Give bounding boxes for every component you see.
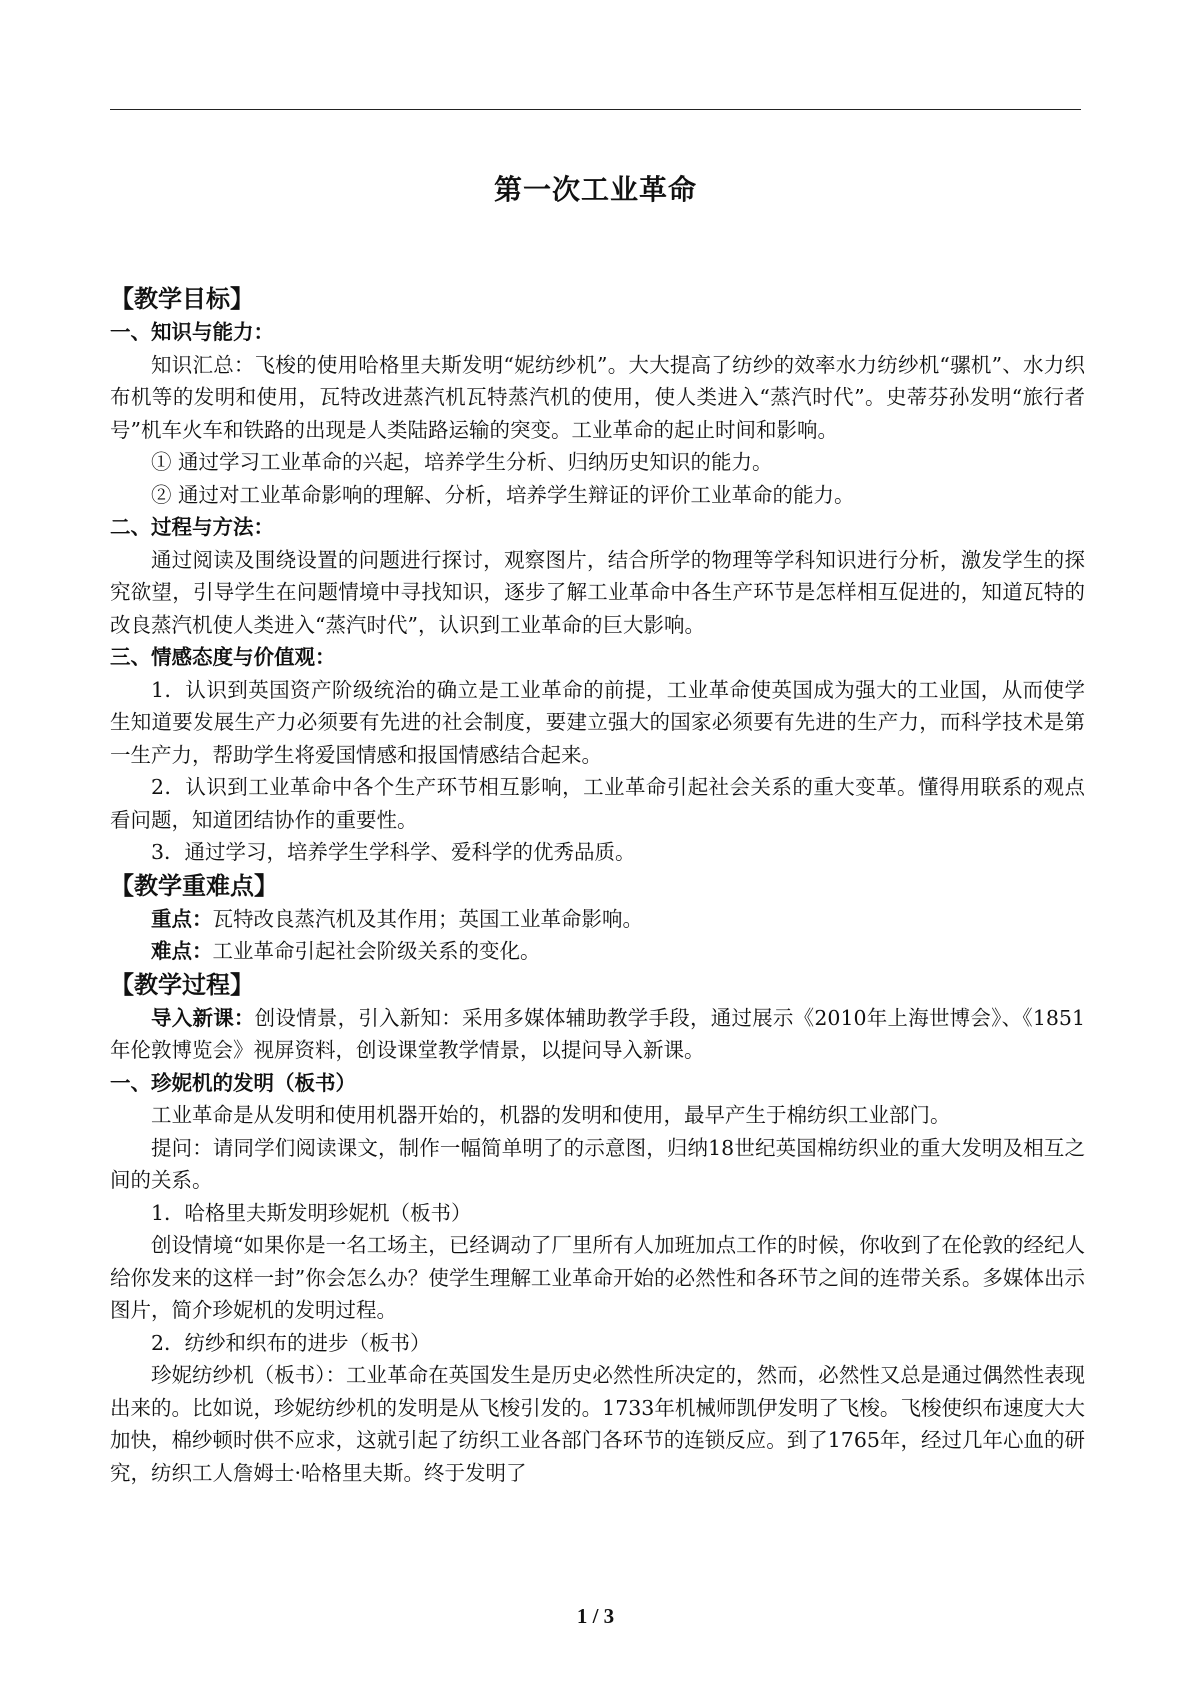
document-body	[110, 282, 1085, 1489]
difficult-text: 工业革命引起社会阶级关系的变化。	[212, 939, 541, 963]
paragraph: 提问：请同学们阅读课文，制作一幅简单明了的示意图，归纳18世纪英国棉纺织业的重大发明及相互之间的关系。	[110, 1135, 1085, 1192]
paragraph: 工业革命是从发明和使用机器开始的，机器的发明和使用，最早产生于棉纺织工业部门。	[151, 1103, 951, 1127]
paragraph-intro	[110, 1002, 1085, 1067]
key-label: 重点：	[151, 906, 213, 931]
paragraph: 1．哈格里夫斯发明珍妮机（板书）	[151, 1200, 472, 1225]
subheading-knowledge: 一、知识与能力：	[110, 320, 274, 344]
difficult-label: 难点：	[151, 939, 213, 963]
paragraph: 知识汇总：飞梭的使用哈格里夫斯发明“妮纺纱机”。大大提高了纺纱的效率水力纺纱机“骡机”、水力织布机等的发明和使用，瓦特改进蒸汽机瓦特蒸汽机的使用，使人类进入“蒸汽时代”。史蒂芬孙发明“旅行者号”机车火车和铁路的出现是人类陆路运输的突变。工业革命的起止时间和影响。	[110, 352, 1085, 442]
paragraph: 2．纺纱和织布的进步（板书）	[151, 1330, 431, 1355]
section-heading-process: 【教学过程】	[110, 970, 254, 999]
paragraph: ② 通过对工业革命影响的理解、分析，培养学生辩证的评价工业革命的能力。	[151, 482, 855, 507]
key-text: 瓦特改良蒸汽机及其作用；英国工业革命影响。	[212, 906, 643, 931]
subheading-values: 三、情感态度与价值观：	[110, 645, 336, 669]
paragraph: 3．通过学习，培养学生学科学、爱科学的优秀品质。	[151, 840, 636, 864]
paragraph-difficult-point	[110, 935, 1085, 968]
subheading-process: 二、过程与方法：	[110, 515, 274, 539]
section-heading-keypoints: 【教学重难点】	[110, 871, 278, 900]
intro-label: 导入新课：	[151, 1005, 255, 1030]
document-title: 第一次工业革命	[493, 173, 697, 206]
header-rule	[110, 109, 1081, 110]
subheading-jenny: 一、珍妮机的发明（板书）	[110, 1070, 356, 1095]
paragraph: ① 通过学习工业革命的兴起，培养学生分析、归纳历史知识的能力。	[151, 450, 773, 474]
paragraph: 1．认识到英国资产阶级统治的确立是工业革命的前提，工业革命使英国成为强大的工业国，从而使学生知道要发展生产力必须要有先进的社会制度，要建立强大的国家必须要有先进的生产力，而科学技术是第一生产力，帮助学生将爱国情感和报国情感结合起来。	[110, 677, 1085, 767]
section-heading-goals: 【教学目标】	[110, 285, 254, 313]
paragraph: 通过阅读及围绕设置的问题进行探讨，观察图片，结合所学的物理等学科知识进行分析，激发学生的探究欲望，引导学生在问题情境中寻找知识，逐步了解工业革命中各生产环节是怎样相互促进的，知道瓦特的改良蒸汽机使人类进入“蒸汽时代”，认识到工业革命的巨大影响。	[110, 547, 1085, 637]
intro-text: 创设情景，引入新知：采用多媒体辅助教学手段，通过展示《2010年上海世博会》、《1851年伦敦博览会》视屏资料，创设课堂教学情景，以提问导入新课。	[110, 1005, 1086, 1062]
paragraph: 2．认识到工业革命中各个生产环节相互影响，工业革命引起社会关系的重大变革。懂得用联系的观点看问题，知道团结协作的重要性。	[110, 775, 1085, 832]
page-number: 1 / 3	[576, 1604, 615, 1628]
paragraph: 珍妮纺纱机（板书）：工业革命在英国发生是历史必然性所决定的，然而，必然性又总是通过偶然性表现出来的。比如说，珍妮纺纱机的发明是从飞梭引发的。1733年机械师凯伊发明了飞梭。飞梭使织布速度大大加快，棉纱顿时供不应求，这就引起了纺织工业各部门各环节的连锁反应。到了1765年，经过几年心血的研究，纺织工人詹姆士·哈格里夫斯。终于发明了	[110, 1363, 1085, 1485]
paragraph-key-point	[110, 903, 1085, 936]
paragraph: 创设情境“如果你是一名工场主，已经调动了厂里所有人加班加点工作的时候，你收到了在伦敦的经纪人给你发来的这样一封”你会怎么办？使学生理解工业革命开始的必然性和各环节之间的连带关系。多媒体出示图片，简介珍妮机的发明过程。	[110, 1233, 1085, 1322]
